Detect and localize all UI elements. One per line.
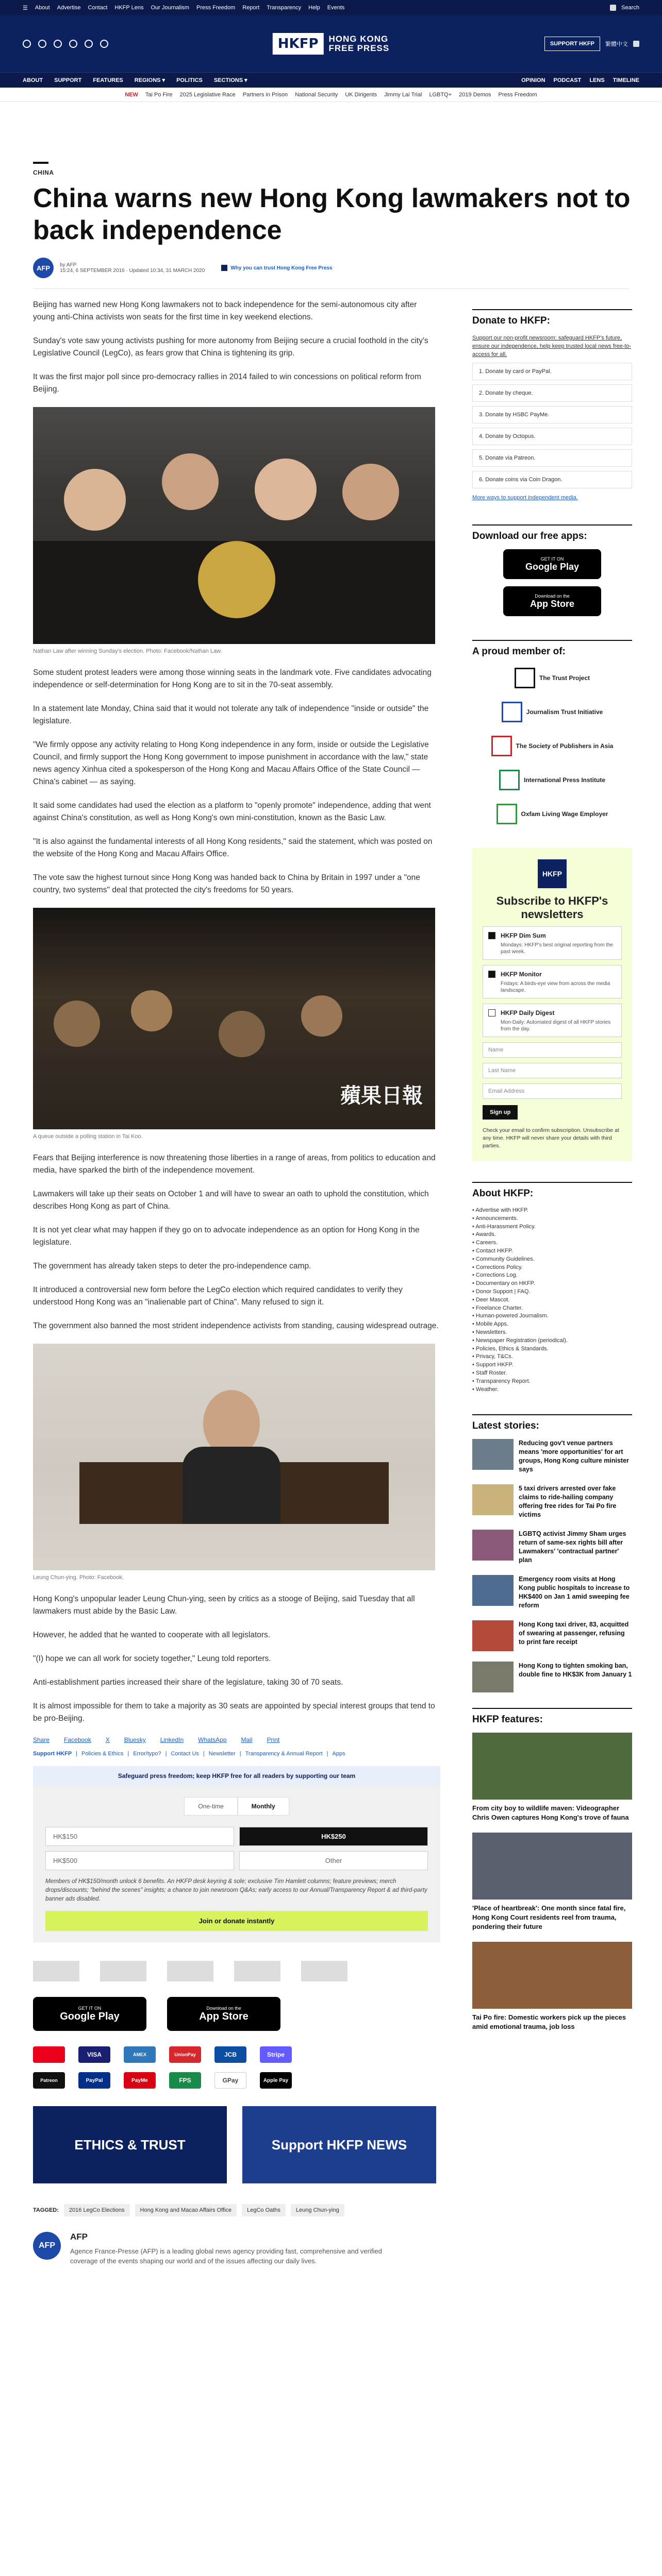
nav-item[interactable]: TIMELINE	[613, 77, 639, 83]
top-utility-bar	[0, 0, 662, 15]
checkbox-checked[interactable]	[488, 932, 495, 939]
feature-image[interactable]	[472, 1833, 632, 1900]
hkfp-logo: HKFP	[538, 859, 567, 888]
utility-link[interactable]: Report	[242, 4, 260, 11]
threads-icon[interactable]	[85, 40, 93, 48]
story-item[interactable]	[472, 1575, 632, 1610]
badge-top: GET IT ON	[540, 556, 564, 562]
badge-name: App Store	[529, 598, 574, 609]
paragraph: It is not yet clear what may happen if they go on to advocate independence as an option for Hong Kong in the legislature.	[33, 1226, 420, 1247]
features-heading: HKFP features:	[472, 1708, 632, 1725]
trending-link[interactable]: UK Dirigents	[345, 91, 377, 98]
utility-link[interactable]: Transparency	[267, 4, 302, 11]
badge-name: Google Play	[60, 2010, 120, 2022]
ipi-logo[interactable]	[499, 770, 605, 790]
policy-link[interactable]: Contact Us	[171, 1751, 199, 1757]
badge-top: Download on the	[206, 2005, 241, 2011]
donate-intro[interactable]: Support our non-profit newsroom: safeguard HKFP's future, ensure our independence, help keep trusted local news free-to-access for all.	[472, 335, 632, 358]
about-link[interactable]: • Anti-Harassment Policy.	[472, 1223, 632, 1231]
story-thumbnail[interactable]	[472, 1620, 514, 1651]
category-rule	[33, 162, 48, 164]
tag[interactable]: Hong Kong and Macao Affairs Office	[135, 2204, 237, 2216]
badge-top: GET IT ON	[78, 2005, 102, 2011]
newsletter-name: HKFP Daily Digest	[501, 1009, 555, 1016]
story-title[interactable]: Reducing gov't venue partners means 'more opportunities' for art groups, Hong Kong culture minister says	[519, 1439, 629, 1473]
amount-other[interactable]: Other	[239, 1851, 428, 1870]
donate-heading: Donate to HKFP:	[472, 309, 632, 327]
story-title[interactable]: Emergency room visits at Hong Kong public hospitals to increase to HK$400 on Jan 1 amid sweeping fee reform	[519, 1575, 630, 1609]
trending-link[interactable]: Partners in Prison	[242, 91, 288, 98]
apps-heading: Download our free apps:	[472, 524, 632, 542]
email-field[interactable]: Email Address	[483, 1083, 622, 1099]
trust-logos	[33, 1961, 440, 1981]
unionpay-icon: UnionPay	[169, 2046, 201, 2063]
feature-stories	[472, 1733, 632, 2031]
paragraph: It was the first major poll since pro-democracy rallies in 2014 failed to win concessions on political reform from Beijing.	[33, 372, 421, 394]
visa-icon: VISA	[78, 2046, 110, 2063]
author-avatar[interactable]: AFP	[33, 258, 54, 278]
story-item[interactable]	[472, 1662, 632, 1692]
subscribe-heading: Subscribe to HKFP's newsletters	[496, 894, 608, 921]
feature-item[interactable]	[472, 1733, 632, 1822]
tab-monthly[interactable]: Monthly	[238, 1797, 289, 1816]
donate-option[interactable]: 2. Donate by cheque.	[472, 384, 632, 402]
share-x[interactable]: X	[105, 1736, 110, 1743]
donate-option[interactable]: 6. Donate coins via Coin Dragon.	[472, 471, 632, 488]
author-bio: Agence France-Presse (AFP) is a leading global news agency providing fast, comprehensive and verified coverage of the events shaping our world and of the issues affecting our daily lives.	[70, 2247, 382, 2265]
about-link[interactable]: • Policies, Ethics & Standards.	[472, 1345, 632, 1353]
newsletter-option[interactable]	[483, 926, 622, 960]
utility-link[interactable]: Help	[308, 4, 320, 11]
badge-name: App Store	[199, 2010, 249, 2022]
trending-link[interactable]: 2025 Legislative Race	[179, 91, 236, 98]
about-link[interactable]: • Mobile Apps.	[472, 1320, 632, 1329]
story-title[interactable]: 5 taxi drivers arrested over fake claims to ride-hailing company offering free rides for Tai Po fire victims	[519, 1485, 617, 1519]
mastercard-icon	[33, 2046, 65, 2063]
about-link[interactable]: • Announcements.	[472, 1215, 632, 1223]
trending-bar	[0, 88, 662, 102]
app-store-badge[interactable]	[167, 1997, 280, 2031]
utility-link[interactable]: Events	[327, 4, 345, 11]
story-thumbnail[interactable]	[472, 1575, 514, 1606]
about-link[interactable]: • Documentary on HKFP.	[472, 1280, 632, 1288]
site-logo[interactable]	[273, 33, 389, 55]
latest-heading: Latest stories:	[472, 1414, 632, 1432]
paragraph: Lawmakers will take up their seats on October 1 and will have to swear an oath to uphold the constitution, which describes Hong Kong as part of China.	[33, 1190, 429, 1211]
paragraph: It is almost impossible for them to take a majority as 30 seats are appointed by special interest groups that tend to be pro-Beijing.	[33, 1702, 435, 1723]
patreon-icon: Patreon	[33, 2072, 65, 2089]
author-name[interactable]: by AFP	[60, 262, 77, 268]
tag[interactable]: LegCo Oaths	[242, 2204, 286, 2216]
separator: |	[165, 1751, 167, 1757]
name-field[interactable]: Name	[483, 1042, 622, 1058]
amex-icon: AMEX	[124, 2046, 156, 2063]
about-link[interactable]: • Contact HKFP.	[472, 1247, 632, 1256]
paragraph: Beijing has warned new Hong Kong lawmakers not to back independence for the semi-autonomous city after young anti-China activists won seats for the first time in key weekend elections.	[33, 300, 417, 321]
nav-item[interactable]: SUPPORT	[54, 77, 82, 83]
photo-watermark: 蘋果日報	[340, 1084, 423, 1108]
tagged-label: TAGGED:	[33, 2207, 59, 2213]
author-box	[33, 2232, 440, 2266]
story-title[interactable]: LGBTQ activist Jimmy Sham urges return of same-sex rights bill after Lawmakers' 'contractual partner' plan	[519, 1530, 626, 1564]
about-link[interactable]: • Corrections Log.	[472, 1272, 632, 1280]
paragraph: The vote saw the highest turnout since Hong Kong was handed back to China by Britain in 1997 under a "one country, two systems" deal that protected the city's freedoms for 50 years.	[33, 873, 420, 894]
story-item[interactable]	[472, 1620, 632, 1651]
youtube-icon[interactable]	[69, 40, 77, 48]
story-thumbnail[interactable]	[472, 1439, 514, 1470]
policy-link[interactable]: Error/typo?	[133, 1751, 161, 1757]
separator: |	[239, 1751, 241, 1757]
utility-link[interactable]: Advertise	[57, 4, 81, 11]
nav-item[interactable]: REGIONS ▾	[134, 77, 166, 83]
story-item[interactable]	[472, 1439, 632, 1474]
ipi-logo[interactable]	[234, 1961, 280, 1981]
payment-methods	[33, 2046, 440, 2063]
share-mail[interactable]: Mail	[241, 1736, 253, 1743]
newsletter-name: HKFP Monitor	[501, 971, 542, 978]
jti-logo[interactable]	[100, 1961, 146, 1981]
google-play-badge[interactable]	[33, 1997, 146, 2031]
newsletter-desc: Mon-Daily: Automated digest of all HKFP stories from the day.	[501, 1020, 611, 1032]
about-link[interactable]: • Careers.	[472, 1239, 632, 1247]
policy-link[interactable]: Support HKFP	[33, 1751, 72, 1757]
paragraph: In a statement late Monday, China said that it would not tolerate any talk of independence "inside or outside" the legislature.	[33, 704, 429, 725]
about-link[interactable]: • Weather.	[472, 1386, 632, 1394]
trending-link[interactable]: Tai Po Fire	[145, 91, 173, 98]
article-category[interactable]: CHINA	[33, 169, 54, 176]
search-link[interactable]: Search	[621, 5, 639, 11]
twitter-icon[interactable]	[23, 40, 31, 48]
paragraph: "It is also against the fundamental interests of all Hong Kong residents," said the statement, which was posted on the website of the Hong Kong and Macau Affairs Office.	[33, 837, 433, 858]
paragraph: Anti-establishment parties increased their share of the legislature, taking 30 of 70 seats.	[33, 1678, 343, 1687]
paragraph: Fears that Beijing interference is now threatening those liberties in a range of areas, from politics to education and media, have sparked the birth of the independence movement.	[33, 1154, 436, 1175]
support-hkfp-button[interactable]: SUPPORT HKFP	[544, 37, 600, 51]
trust-icon	[221, 265, 227, 271]
logo-line-2: FREE PRESS	[328, 43, 390, 53]
paypal-icon: PayPal	[78, 2072, 110, 2089]
utility-link[interactable]: About	[35, 4, 50, 11]
policy-link[interactable]: Apps	[332, 1751, 345, 1757]
about-heading: About HKFP:	[472, 1182, 632, 1199]
nav-item[interactable]: PODCAST	[553, 77, 582, 83]
paragraph: It introduced a controversial new form before the LegCo election which required candidates to verify they understood Hong Kong was an "inalienable part of China". Many refused to sign it.	[33, 1285, 403, 1307]
trending-link[interactable]: Press Freedom	[498, 91, 537, 98]
newsletter-signup	[472, 848, 632, 1161]
nav-item[interactable]: LENS	[589, 77, 605, 83]
donate-banner[interactable]: Safeguard press freedom; keep HKFP free for all readers by supporting our team	[33, 1766, 440, 1786]
badge-top: Download on the	[535, 593, 570, 599]
paragraph: The government also banned the most strident independence activists from standing, causing widespread outrage.	[33, 1321, 439, 1330]
policy-link[interactable]: Policies & Ethics	[81, 1751, 124, 1757]
facebook-icon[interactable]	[38, 40, 46, 48]
member-benefits: Members of HK$150/month unlock 6 benefits. An HKFP desk keyring & sole; exclusive Tim Hamlett columns; feature previews; merch drops/discounts; "behind the scenes" insights; a chance to join newsroom Q&As; early access to our Annual/Transparency Report & ad third-party banner ads disabled.	[45, 1878, 427, 1902]
article-title: China warns new Hong Kong lawmakers not to back independence	[33, 183, 631, 245]
about-link[interactable]: • Donor Support | FAQ.	[472, 1288, 632, 1296]
paragraph: Hong Kong's unpopular leader Leung Chun-ying, seen by critics as a stooge of Beijing, said Tuesday that all lawmakers must abide by the Basic Law.	[33, 1595, 415, 1616]
tab-one-time[interactable]: One-time	[184, 1797, 237, 1816]
site-header	[0, 15, 662, 72]
article-body	[33, 299, 440, 2266]
nav-item[interactable]: OPINION	[521, 77, 545, 83]
feature-title[interactable]: 'Place of heartbreak': One month since fatal fire, Hong Kong Court residents reel from trauma, pondering their future	[472, 1904, 626, 1931]
fps-icon: FPS	[169, 2072, 201, 2089]
share-facebook[interactable]: Facebook	[64, 1736, 91, 1743]
newsletter-name: HKFP Dim Sum	[501, 932, 546, 939]
utility-link[interactable]: Contact	[88, 4, 108, 11]
about-link[interactable]: • Advertise with HKFP.	[472, 1207, 632, 1215]
utility-link[interactable]: Our Journalism	[151, 4, 190, 11]
share-linkedin[interactable]: LinkedIn	[160, 1736, 184, 1743]
trending-link[interactable]: Jimmy Lai Trial	[384, 91, 422, 98]
feature-image[interactable]	[472, 1942, 632, 2009]
donate-widget	[33, 1786, 440, 1942]
donate-options	[472, 363, 632, 488]
feature-item[interactable]	[472, 1942, 632, 2031]
separator: |	[326, 1751, 328, 1757]
social-links	[23, 40, 108, 48]
story-title[interactable]: Hong Kong taxi driver, 83, acquitted of swearing at passenger, refusing to print fare receipt	[519, 1621, 629, 1646]
newsletter-option[interactable]	[483, 1004, 622, 1037]
sidebar	[472, 309, 632, 2042]
story-item[interactable]	[472, 1530, 632, 1565]
gpay-icon: GPay	[214, 2072, 246, 2089]
newsletter-desc: Mondays: HKFP's best original reporting from the past week.	[501, 942, 614, 955]
photo-caption: A queue outside a polling station in Tai Koo.	[33, 1133, 143, 1140]
separator: |	[76, 1751, 78, 1757]
story-thumbnail[interactable]	[472, 1530, 514, 1561]
latest-stories	[472, 1439, 632, 1692]
bluesky-icon[interactable]	[100, 40, 108, 48]
paragraph: The government has already taken steps to deter the pro-independence camp.	[33, 1262, 311, 1270]
leung-chun-ying-photo	[33, 1344, 435, 1570]
logo-line-1: HONG KONG	[328, 34, 389, 44]
payment-methods-2	[33, 2072, 440, 2089]
promo-banners	[33, 2106, 440, 2183]
about-link[interactable]: • Newsletters.	[472, 1329, 632, 1337]
language-link[interactable]: 繁體中文	[605, 41, 628, 47]
paragraph: It said some candidates had used the election as a platform to "openly promote" independence, adding that went against China's constitution, as well as Hong Kong's own mini-constitution, known as the Basic Law.	[33, 801, 431, 822]
trending-link[interactable]: LGBTQ+	[429, 91, 452, 98]
nav-item[interactable]: ABOUT	[23, 77, 43, 83]
share-label: Share	[33, 1736, 50, 1743]
trust-link[interactable]: Why you can trust Hong Kong Free Press	[230, 265, 333, 271]
nathan-law-photo	[33, 407, 435, 644]
donate-option[interactable]: 1. Donate by card or PayPal.	[472, 363, 632, 380]
member-name: Oxfam Living Wage Employer	[521, 810, 608, 818]
story-thumbnail[interactable]	[472, 1662, 514, 1692]
tag[interactable]: 2016 LegCo Elections	[64, 2204, 130, 2216]
about-link[interactable]: • Corrections Policy.	[472, 1264, 632, 1272]
donate-option[interactable]: 5. Donate via Patreon.	[472, 449, 632, 467]
oxfam-logo[interactable]	[301, 1961, 347, 1981]
google-play-badge[interactable]	[503, 549, 601, 579]
app-store-badges	[33, 1997, 440, 2031]
search-icon[interactable]	[610, 5, 616, 11]
trust-project-logo[interactable]	[515, 668, 590, 688]
checkbox-checked[interactable]	[488, 971, 495, 978]
publish-date: 15:24, 6 SEPTEMBER 2016 · Updated 10:34, 31 MARCH 2020	[60, 268, 205, 274]
app-store-badge[interactable]	[503, 586, 601, 616]
share-print[interactable]: Print	[267, 1736, 280, 1743]
about-link[interactable]: • Transparency Report.	[472, 1378, 632, 1386]
policy-links	[33, 1751, 440, 1757]
separator: |	[203, 1751, 205, 1757]
utility-link[interactable]: Press Freedom	[196, 4, 236, 11]
sopa-logo[interactable]	[491, 736, 614, 756]
story-title[interactable]: Hong Kong to tighten smoking ban, double fine to HK$3K from January 1	[519, 1662, 632, 1679]
trending-link[interactable]: 2019 Demos	[459, 91, 491, 98]
author-box-name[interactable]: AFP	[70, 2232, 88, 2242]
policy-link[interactable]: Newsletter	[208, 1751, 236, 1757]
story-thumbnail[interactable]	[472, 1484, 514, 1515]
last-name-field[interactable]: Last Name	[483, 1063, 622, 1078]
paragraph: Some student protest leaders were among those winning seats in the landmark vote. Five candidates advocating independence or self-determination for Hong Kong are to sit in the 70-seat assembly.	[33, 668, 432, 689]
main-nav	[0, 72, 662, 88]
feature-title[interactable]: From city boy to wildlife maven: Videographer Chris Owen captures Hong Kong's trove of fauna	[472, 1804, 629, 1822]
about-link[interactable]: • Freelance Charter.	[472, 1304, 632, 1313]
about-link[interactable]: • Newspaper Registration (periodical).	[472, 1337, 632, 1345]
payme-icon: PayMe	[124, 2072, 156, 2089]
article-header	[0, 162, 662, 289]
member-name: International Press Institute	[523, 776, 606, 784]
member-name: The Trust Project	[539, 674, 590, 682]
menu-icon[interactable]: ☰	[23, 5, 28, 11]
about-link[interactable]: • Privacy, T&Cs.	[472, 1353, 632, 1361]
user-icon[interactable]	[633, 41, 639, 47]
newsletter-option[interactable]	[483, 965, 622, 998]
newsletter-desc: Fridays: A birds-eye view from across the media landscape.	[501, 981, 610, 993]
feature-item[interactable]	[472, 1833, 632, 1931]
jcb-icon: JCB	[214, 2046, 246, 2063]
proud-member-heading: A proud member of:	[472, 640, 632, 657]
policy-link[interactable]: Transparency & Annual Report	[245, 1751, 323, 1757]
about-link[interactable]: • Human-powered Journalism.	[472, 1312, 632, 1320]
about-link[interactable]: • Support HKFP.	[472, 1361, 632, 1369]
apple-pay-icon: Apple Pay	[260, 2072, 292, 2089]
jti-logo[interactable]	[502, 702, 603, 722]
share-bluesky[interactable]: Bluesky	[124, 1736, 146, 1743]
new-badge: NEW	[125, 91, 138, 98]
more-ways-link[interactable]: More ways to support independent media.	[472, 495, 578, 501]
signup-button[interactable]: Sign up	[483, 1105, 518, 1120]
paragraph: "(I) hope we can all work for society together," Leung told reporters.	[33, 1654, 271, 1663]
ethics-trust-banner[interactable]: ETHICS & TRUST	[33, 2106, 227, 2183]
amount-option-selected[interactable]: HK$250	[239, 1827, 428, 1846]
trust-project-logo[interactable]	[33, 1961, 79, 1981]
stripe-icon: Stripe	[260, 2046, 292, 2063]
share-whatsapp[interactable]: WhatsApp	[198, 1736, 227, 1743]
share-bar	[33, 1736, 440, 1743]
support-news-banner[interactable]: Support HKFP NEWS	[242, 2106, 436, 2183]
nav-item[interactable]: POLITICS	[176, 77, 203, 83]
amount-option[interactable]: HK$500	[45, 1851, 234, 1870]
member-name: Journalism Trust Initiative	[526, 708, 603, 716]
photo-caption: Nathan Law after winning Sunday's election. Photo: Facebook/Nathan Law.	[33, 648, 222, 654]
tag[interactable]: Leung Chun-ying	[291, 2204, 344, 2216]
trending-link[interactable]: National Security	[295, 91, 338, 98]
sopa-logo[interactable]	[167, 1961, 213, 1981]
join-donate-button[interactable]: Join or donate instantly	[45, 1911, 428, 1931]
feature-title[interactable]: Tai Po fire: Domestic workers pick up the pieces amid emotional trauma, job loss	[472, 2013, 626, 2031]
donate-option[interactable]: 3. Donate by HSBC PayMe.	[472, 406, 632, 423]
paragraph: However, he added that he wanted to cooperate with all legislators.	[33, 1631, 271, 1639]
badge-name: Google Play	[525, 561, 580, 572]
separator: |	[127, 1751, 129, 1757]
paragraph: Sunday's vote saw young activists pushing for more autonomy from Beijing secure a crucial foothold in the city's Legislative Council (LegCo), as fears grow that China is tightening its grip.	[33, 336, 428, 358]
story-item[interactable]	[472, 1484, 632, 1519]
about-link[interactable]: • Deer Mascot.	[472, 1296, 632, 1304]
tag-list	[33, 2204, 440, 2216]
feature-image[interactable]	[472, 1733, 632, 1800]
checkbox[interactable]	[488, 1009, 495, 1016]
logo-mark: HKFP	[273, 33, 324, 55]
member-name: The Society of Publishers in Asia	[516, 742, 614, 750]
donate-option[interactable]: 4. Donate by Octopus.	[472, 428, 632, 445]
nav-item[interactable]: SECTIONS ▾	[213, 77, 247, 83]
member-logos	[472, 668, 632, 824]
byline	[33, 258, 629, 278]
about-links	[472, 1207, 632, 1394]
paragraph: "We firmly oppose any activity relating to Hong Kong independence in any form, inside or outside the Legislative Council, and firmly support the Hong Kong government to impose punishment in accordance with the law," state news agency Xinhua cited a spokesperson of the Hong Kong and Macau Affairs Office of the State Council — China's cabinet — as saying.	[33, 740, 429, 786]
photo-caption: Leung Chun-ying. Photo: Facebook.	[33, 1574, 124, 1581]
utility-links	[23, 5, 344, 11]
instagram-icon[interactable]	[54, 40, 62, 48]
about-link[interactable]: • Staff Roster.	[472, 1369, 632, 1378]
nav-item[interactable]: FEATURES	[93, 77, 123, 83]
oxfam-logo[interactable]	[496, 804, 608, 824]
about-link[interactable]: • Community Guidelines.	[472, 1256, 632, 1264]
about-link[interactable]: • Awards.	[472, 1231, 632, 1239]
amount-option[interactable]: HK$150	[45, 1827, 234, 1846]
author-box-avatar[interactable]: AFP	[33, 2232, 61, 2260]
utility-link[interactable]: HKFP Lens	[114, 4, 144, 11]
polling-queue-photo	[33, 908, 435, 1129]
subscribe-note: Check your email to confirm subscription. Unsubscribe at any time. HKFP will never share your details with third parties.	[483, 1127, 619, 1149]
